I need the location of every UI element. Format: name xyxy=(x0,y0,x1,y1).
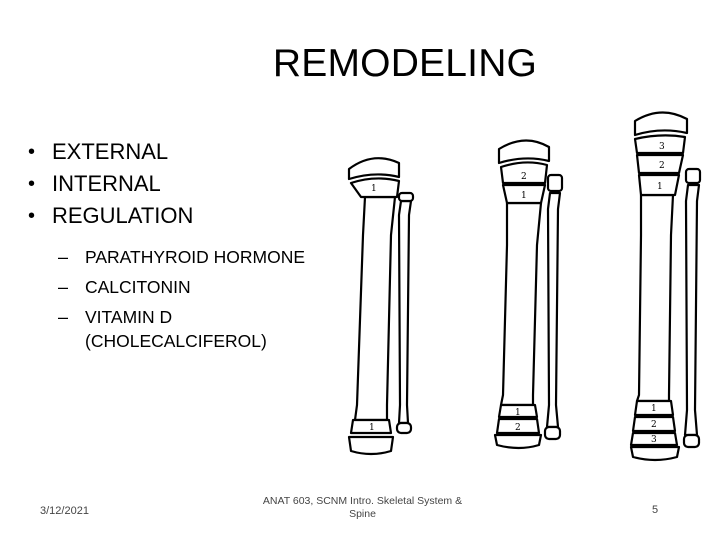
bone-stage-2-epiphysis-bottom xyxy=(495,435,541,448)
sub-bullet-parathyroid-hormone: – PARATHYROID HORMONE xyxy=(58,242,348,272)
footer-course-line2: Spine xyxy=(349,508,376,520)
vitamin-d-label: VITAMIN D xyxy=(85,307,173,327)
bone-stage-1-bottom-mark-1: 1 xyxy=(369,423,375,433)
bullet-internal: • INTERNAL xyxy=(28,168,348,200)
bone-stage-1-top-mark-1: 1 xyxy=(371,184,377,194)
bone-stage-3-fibula-top-cap xyxy=(686,169,700,183)
bone-stage-1-fibula-bottom-cap xyxy=(397,423,411,433)
bone-stage-3-bottom-mark-3: 3 xyxy=(651,435,657,445)
bullet-external: • EXTERNAL xyxy=(28,136,348,168)
vitamin-d-label-line2: (CHOLECALCIFEROL) xyxy=(85,331,267,351)
bullet-list xyxy=(28,136,348,232)
bone-stage-1 xyxy=(349,158,413,454)
bone-stage-2-fibula-bottom-cap xyxy=(545,427,560,439)
regulation-sub-list xyxy=(58,242,348,354)
sub-bullet-calcitonin: – CALCITONIN xyxy=(58,272,348,302)
bone-stage-3-fibula xyxy=(685,185,699,435)
bone-stage-2-epiphysis-top xyxy=(499,140,549,163)
slide-content xyxy=(28,136,348,354)
bone-stage-1-shaft xyxy=(355,197,395,420)
bone-stage-3-epiphysis-bottom xyxy=(631,447,679,460)
footer-course-info xyxy=(245,495,480,521)
bone-stage-2-bottom-mark-2: 2 xyxy=(515,423,521,433)
bone-stage-1-epiphysis-bottom xyxy=(349,437,393,454)
bone-stage-3-epiphysis-top xyxy=(635,112,687,135)
bone-stage-3-top-mark-2: 2 xyxy=(659,161,665,171)
bone-stage-3 xyxy=(631,112,700,460)
slide-title: REMODELING xyxy=(272,42,538,85)
bone-stage-1-fibula xyxy=(399,201,411,423)
bone-remodeling-illustration xyxy=(335,105,715,475)
bone-stage-2 xyxy=(495,140,562,448)
bone-stage-1-epiphysis-top xyxy=(349,158,399,179)
bone-stage-2-fibula xyxy=(547,193,560,427)
bone-stage-2-top-mark-2: 2 xyxy=(521,172,527,182)
bone-stage-2-bottom-mark-1: 1 xyxy=(515,408,521,418)
bone-stage-3-top-mark-1: 1 xyxy=(657,182,663,192)
bone-stage-2-shaft xyxy=(501,203,541,405)
sub-bullet-vitamin-d xyxy=(58,302,348,354)
bone-stage-2-top-mark-1: 1 xyxy=(521,191,527,201)
bone-stage-3-bottom-mark-1: 1 xyxy=(651,404,657,414)
bone-stage-3-top-mark-3: 3 xyxy=(659,142,665,152)
footer-page-number: 5 xyxy=(651,504,659,516)
bone-stage-3-bottom-mark-2: 2 xyxy=(651,420,657,430)
footer-course-line1: ANAT 603, SCNM Intro. Skeletal System & xyxy=(262,495,463,507)
bone-stage-3-shaft xyxy=(637,195,673,401)
bone-stage-1-fibula-top-cap xyxy=(399,193,413,201)
bone-stage-2-fibula-top-cap xyxy=(548,175,562,191)
bone-stage-3-fibula-bottom-cap xyxy=(684,435,699,447)
bullet-regulation: • REGULATION xyxy=(28,200,348,232)
footer-date: 3/12/2021 xyxy=(40,505,89,517)
